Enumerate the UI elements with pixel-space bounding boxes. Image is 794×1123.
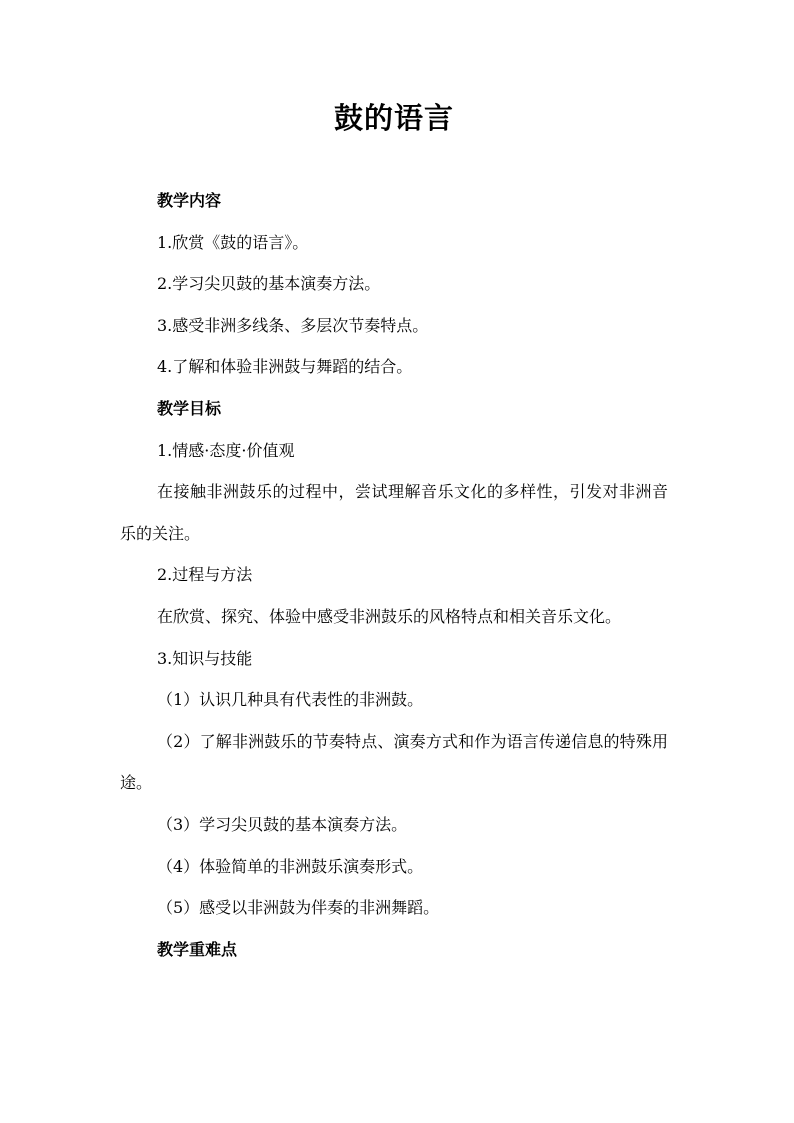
paragraph: 1.情感·态度·价值观: [157, 440, 295, 460]
section-heading-keypoints: 教学重难点: [157, 939, 238, 959]
paragraph: 2.过程与方法: [157, 565, 253, 585]
paragraph: （5）感受以非洲鼓为伴奏的非洲舞蹈。: [157, 898, 440, 918]
paragraph: 1.欣赏《鼓的语言》。: [157, 232, 309, 252]
paragraph: （2）了解非洲鼓乐的节奏特点、演奏方式和作为语言传递信息的特殊用途。: [120, 731, 668, 793]
section-heading-goals: 教学目标: [157, 398, 222, 418]
document-title: 鼓的语言: [333, 101, 454, 135]
section-heading-content: 教学内容: [157, 191, 222, 210]
document-body: [120, 180, 668, 970]
paragraph: 4.了解和体验非洲鼓与舞蹈的结合。: [157, 357, 413, 377]
paragraph: 3.感受非洲多线条、多层次节奏特点。: [157, 315, 429, 335]
paragraph: （1）认识几种具有代表性的非洲鼓。: [157, 690, 424, 710]
paragraph: 在欣赏、探究、体验中感受非洲鼓乐的风格特点和相关音乐文化。: [157, 606, 622, 626]
paragraph: 3.知识与技能: [157, 648, 253, 668]
paragraph: （4）体验简单的非洲鼓乐演奏形式。: [157, 856, 424, 876]
paragraph: 在接触非洲鼓乐的过程中，尝试理解音乐文化的多样性，引发对非洲音乐的关注。: [120, 482, 668, 543]
paragraph: 2.学习尖贝鼓的基本演奏方法。: [157, 274, 381, 294]
paragraph: （3）学习尖贝鼓的基本演奏方法。: [157, 814, 408, 834]
